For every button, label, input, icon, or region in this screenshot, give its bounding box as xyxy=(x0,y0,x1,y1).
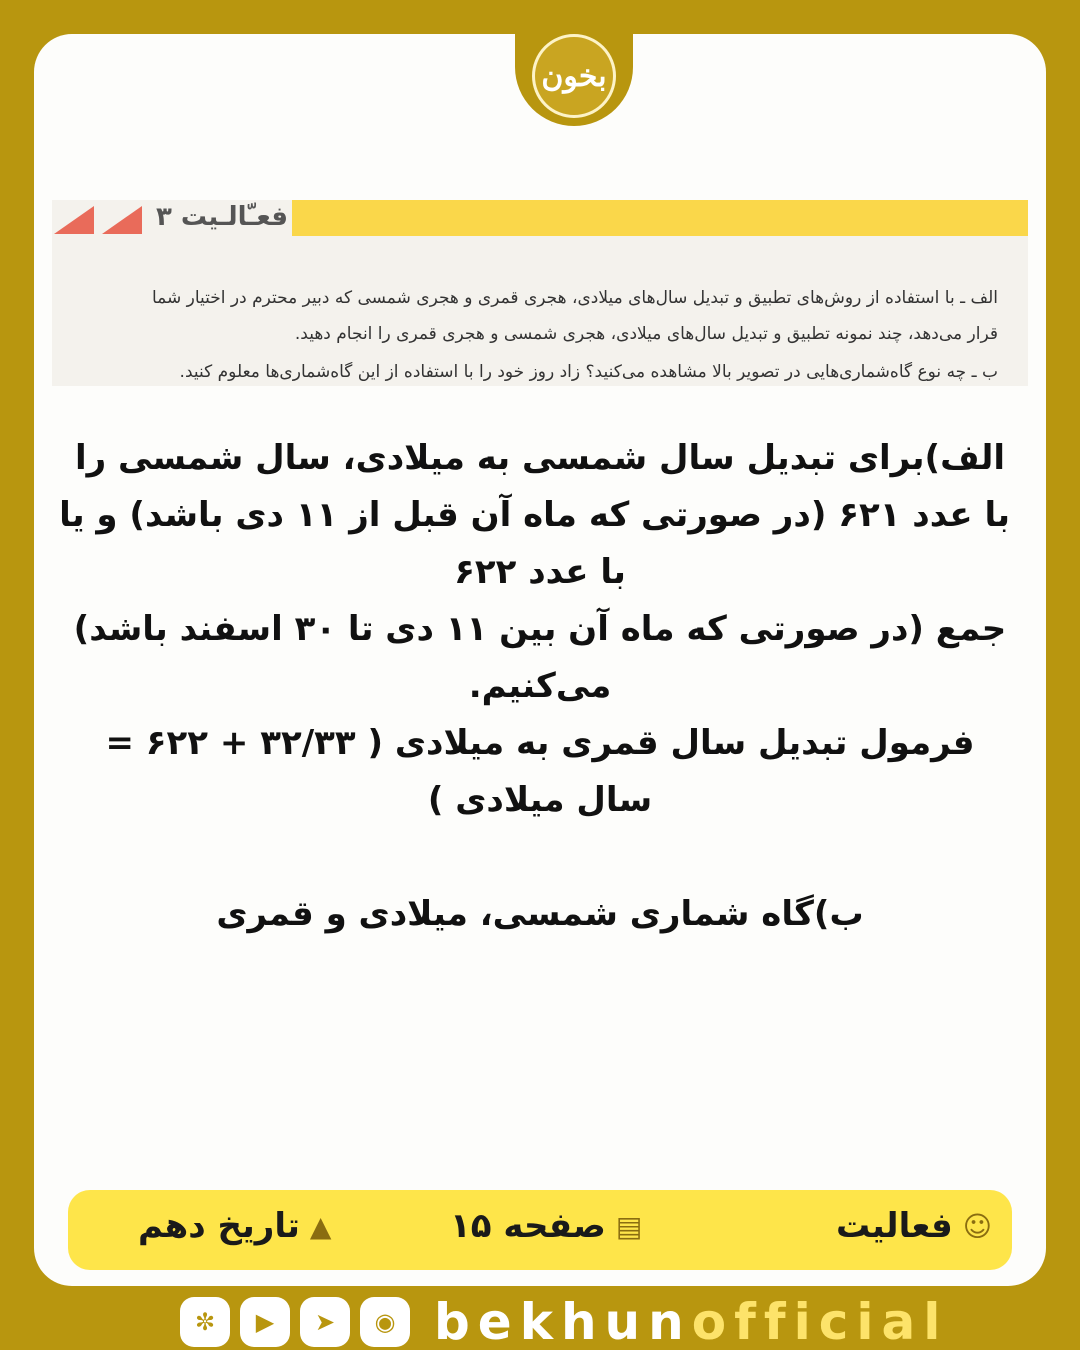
answer-line: با عدد ۶۲۲ xyxy=(454,552,626,592)
brand-part-2: official xyxy=(691,1293,949,1350)
textbook-line: ب ـ چه نوع گاه‌شماری‌هایی در تصویر بالا مشاهده می‌کنید؟ زاد روز خود را با استفاده از این گاه‌شماری‌ها معلوم کنید. xyxy=(179,362,998,382)
graduation-cap-icon: ▲ xyxy=(309,1209,332,1243)
triangle-icon xyxy=(102,206,142,234)
textbook-excerpt xyxy=(52,200,1028,386)
youtube-icon[interactable]: ▶ xyxy=(240,1297,290,1347)
brand-handle xyxy=(434,1293,948,1350)
answer-text xyxy=(59,430,1010,943)
activity-title: فعـّالـیت ۳ xyxy=(155,202,288,232)
footer-page-label: صفحه ۱۵ xyxy=(450,1206,606,1246)
textbook-line: الف ـ با استفاده از روش‌های تطبیق و تبدیل سال‌های میلادی، هجری قمری و هجری شمسی که دبیر محترم در اختیار شما xyxy=(151,288,998,308)
footer-activity-label: فعالیت xyxy=(835,1206,953,1246)
answer-line: جمع (در صورتی که ماه آن بین ۱۱ دی تا ۳۰ اسفند باشد) xyxy=(73,609,1007,649)
answer-line: الف)برای تبدیل سال شمسی به میلادی، سال شمسی را xyxy=(74,438,1006,478)
footer-activity xyxy=(836,1206,992,1246)
answer-line: فرمول تبدیل سال قمری به میلادی ( ۳۲/۳۳ + ۶۲۲ = xyxy=(105,723,975,763)
answer-line xyxy=(70,829,1010,886)
social-bar xyxy=(180,1294,948,1350)
answer-line: سال میلادی ) xyxy=(427,780,653,820)
footer-page xyxy=(450,1206,642,1246)
answer-line: ب)گاه شماری شمسی، میلادی و قمری xyxy=(216,894,864,934)
answer-line: با عدد ۶۲۱ (در صورتی که ماه آن قبل از ۱۱ دی باشد) و یا xyxy=(59,495,1010,535)
telegram-icon[interactable]: ➤ xyxy=(300,1297,350,1347)
instagram-icon[interactable]: ◉ xyxy=(360,1297,410,1347)
answer-line: می‌کنیم. xyxy=(468,666,612,706)
bekhun-logo: بخون xyxy=(532,34,616,118)
triangle-icon xyxy=(54,206,94,234)
teacher-icon: ☺ xyxy=(962,1209,992,1243)
footer-book-label: تاریخ دهم xyxy=(138,1206,300,1246)
footer-bar xyxy=(68,1190,1012,1270)
logo-badge xyxy=(515,26,633,126)
footer-book xyxy=(138,1206,331,1246)
aparat-icon[interactable]: ✼ xyxy=(180,1297,230,1347)
textbook-line: قرار می‌دهد، چند نمونه تطبیق و تبدیل سال‌های میلادی، هجری شمسی و هجری قمری را انجام دهید. xyxy=(294,324,998,344)
brand-part-1: bekhun xyxy=(434,1293,692,1350)
book-icon: ▤ xyxy=(615,1209,643,1243)
